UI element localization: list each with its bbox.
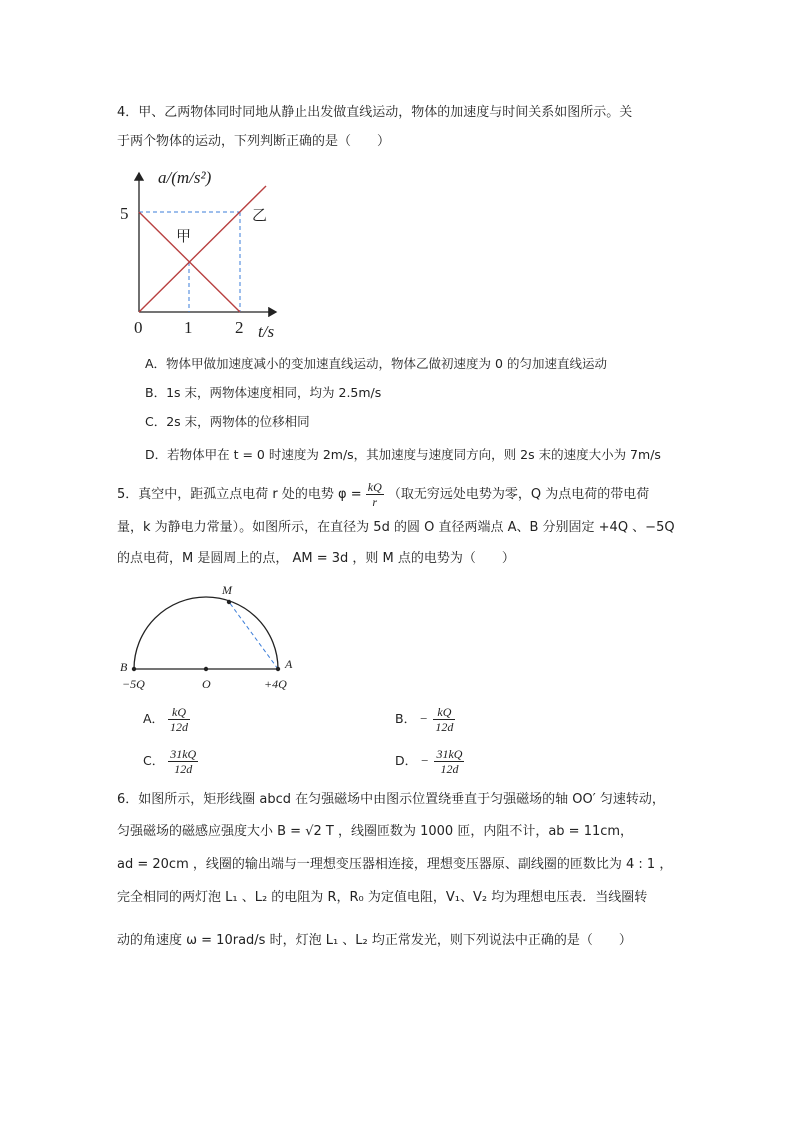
point-a bbox=[276, 667, 280, 671]
q5-option-b-frac bbox=[433, 705, 455, 734]
q5-option-c-den: 12d bbox=[174, 762, 193, 776]
q5-option-d-minus: − bbox=[421, 753, 429, 768]
potential-formula bbox=[366, 480, 384, 509]
y-tick-5: 5 bbox=[120, 204, 129, 223]
label-b: B bbox=[120, 660, 128, 674]
x-tick-2: 2 bbox=[235, 318, 244, 337]
q5-option-d-den: 12d bbox=[440, 762, 459, 776]
label-o: O bbox=[202, 677, 211, 691]
q5-option-b: B． − $\frac{kQ}{12d}$ bbox=[395, 705, 454, 734]
label-yi: 乙 bbox=[252, 206, 268, 224]
q5-option-b-minus: − bbox=[420, 711, 428, 726]
q5-stem-line3: 的点电荷，M 是圆周上的点， AM = 3d ，则 M 点的电势为（ ） bbox=[117, 551, 515, 566]
q5-stem-line1 bbox=[117, 480, 649, 510]
charge-b: −5Q bbox=[122, 677, 145, 691]
point-b bbox=[132, 667, 136, 671]
potential-formula-den: r bbox=[372, 495, 378, 509]
q4-option-d: D．若物体甲在 t = 0 时速度为 2m/s，其加速度与速度同方向，则 2s 末的速度大小为 7m/s bbox=[145, 447, 661, 462]
q5-option-b-num: kQ bbox=[433, 705, 455, 720]
q5-option-a-frac bbox=[168, 705, 190, 734]
q5-option-d-frac bbox=[434, 747, 464, 776]
q6-line2: 匀强磁场的磁感应强度大小 B = √2 T ，线圈匝数为 1000 匝，内阻不计，ab = 11cm， bbox=[117, 824, 634, 839]
label-a: A bbox=[285, 657, 293, 671]
q5-stem-part2: （取无穷远处电势为零，Q 为点电荷的带电荷 bbox=[387, 487, 650, 502]
y-axis-label: a/(m/s²) bbox=[158, 168, 212, 187]
x-tick-1: 1 bbox=[184, 318, 193, 337]
label-m: M bbox=[222, 583, 232, 597]
q5-option-a: A． $\frac{kQ}{12d}$ bbox=[143, 705, 189, 734]
semicircle-arc bbox=[134, 597, 278, 669]
q6-line5: 动的角速度 ω = 10rad/s 时，灯泡 L₁ 、L₂ 均正常发光，则下列说法中正确的是（ ） bbox=[117, 933, 632, 948]
label-jia: 甲 bbox=[176, 227, 192, 245]
q5-option-a-den: 12d bbox=[170, 720, 189, 734]
q4-option-a: A．物体甲做加速度减小的变加速直线运动，物体乙做初速度为 0 的匀加速直线运动 bbox=[145, 356, 607, 371]
line-yi bbox=[139, 186, 266, 312]
q5-option-c-frac bbox=[168, 747, 198, 776]
q4-option-c: C．2s 末，两物体的位移相同 bbox=[145, 414, 310, 429]
potential-formula-num: kQ bbox=[367, 480, 382, 494]
q4-stem-line2: 于两个物体的运动，下列判断正确的是（ ） bbox=[117, 134, 391, 149]
q5-semicircle-figure bbox=[0, 578, 794, 698]
q4-acceleration-time-graph bbox=[0, 165, 794, 365]
q6-line1: 6．如图所示，矩形线圈 abcd 在匀强磁场中由图示位置绕垂直于匀强磁场的轴 OO′ 匀速转动， bbox=[117, 792, 665, 807]
q5-stem-line2: 量，k 为静电力常量）。如图所示，在直径为 5d 的圆 O 直径两端点 A、B 分别固定 +4Q 、−5Q bbox=[117, 520, 675, 535]
charge-a: +4Q bbox=[264, 677, 287, 691]
q4-option-b: B．1s 末，两物体速度相同，均为 2.5m/s bbox=[145, 385, 382, 400]
q5-stem-part1: 5．真空中，距孤立点电荷 r 处的电势 φ = bbox=[117, 487, 362, 502]
q5-option-d-num: 31kQ bbox=[436, 747, 463, 761]
q6-line3: ad = 20cm ，线圈的输出端与一理想变压器相连接，理想变压器原、副线圈的匝数比为 4 : 1 ， bbox=[117, 857, 673, 872]
q5-option-a-num: kQ bbox=[168, 705, 190, 720]
point-o bbox=[204, 667, 208, 671]
x-tick-0: 0 bbox=[134, 318, 143, 337]
point-m bbox=[227, 600, 231, 604]
x-axis-label: t/s bbox=[258, 322, 275, 341]
q5-option-d: D． − $\frac{31kQ}{12d}$ bbox=[395, 747, 463, 776]
q4-stem-line1: 4．甲、乙两物体同时同地从静止出发做直线运动，物体的加速度与时间关系如图所示。关 bbox=[117, 105, 633, 120]
q5-option-c-num: 31kQ bbox=[170, 747, 197, 761]
q6-line4: 完全相同的两灯泡 L₁ 、L₂ 的电阻为 R，R₀ 为定值电阻，V₁、V₂ 均为理想电压表．当线圈转 bbox=[117, 890, 648, 905]
q5-option-c: C． $\frac{31kQ}{12d}$ bbox=[143, 747, 197, 776]
q5-option-b-den: 12d bbox=[435, 720, 454, 734]
